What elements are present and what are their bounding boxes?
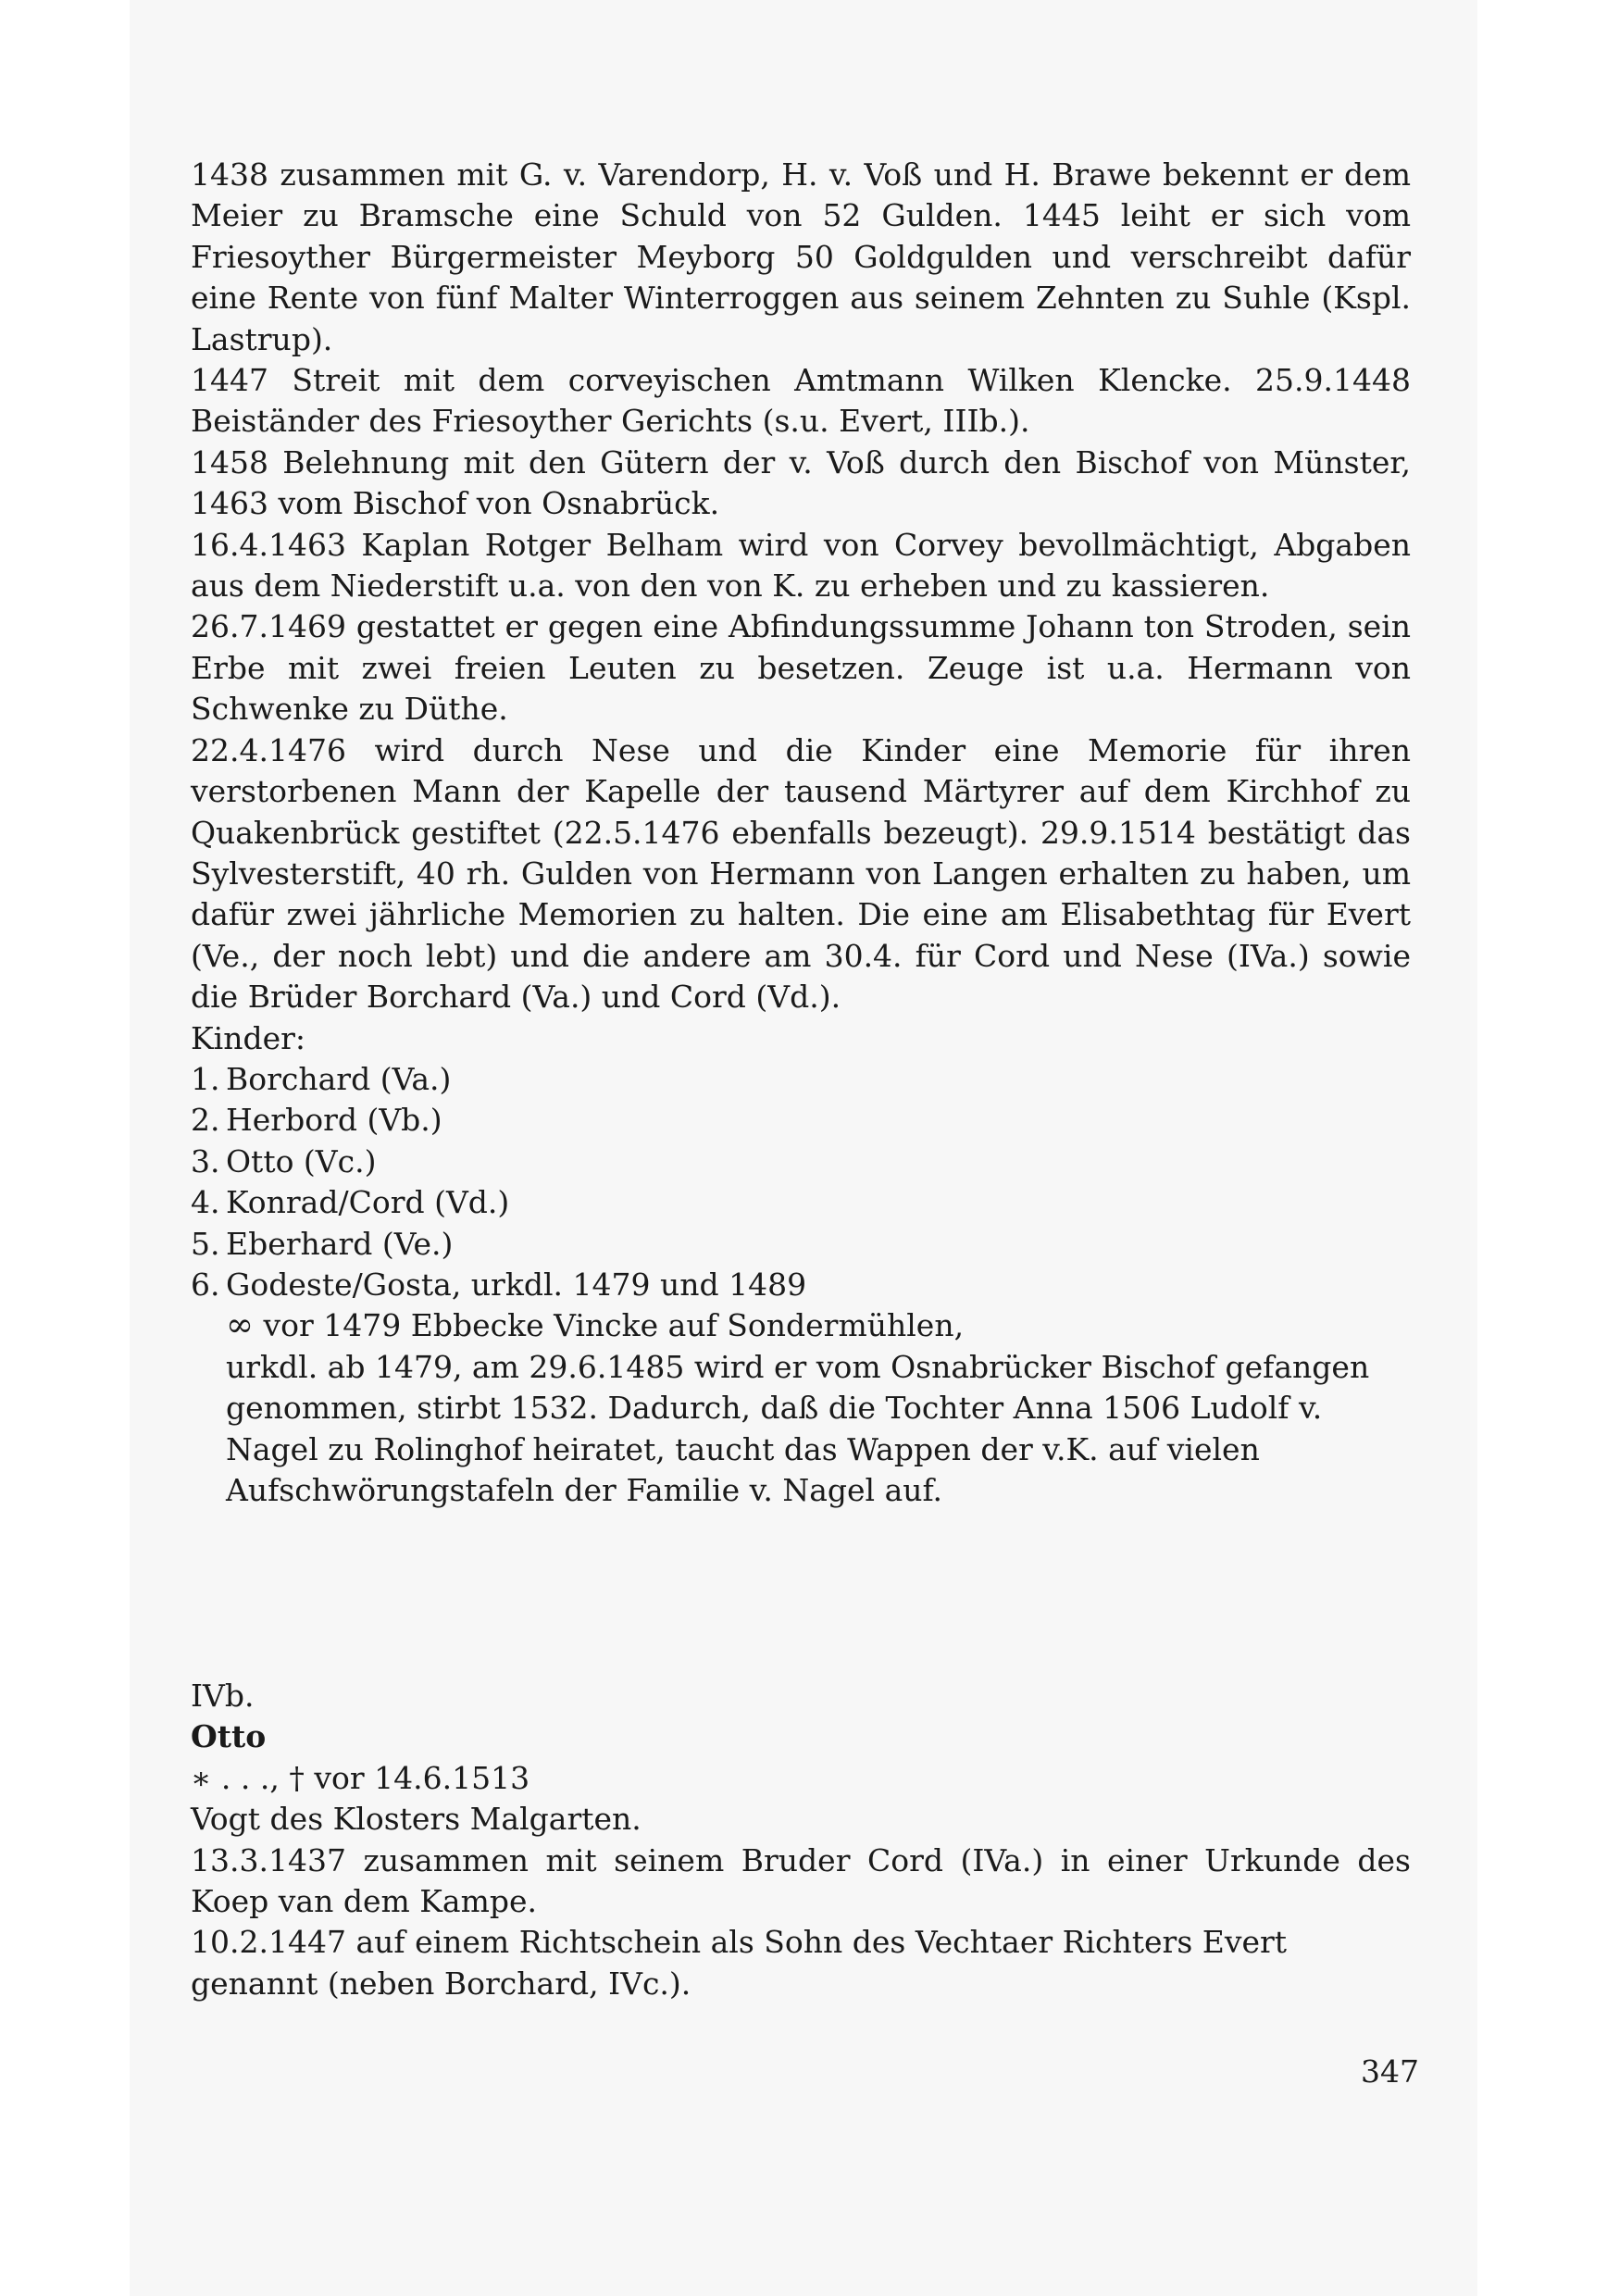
list-item (191, 1224, 1411, 1265)
paragraph-1438: 1438 zusammen mit G. v. Varendorp, H. v. Voß und H. Brawe bekennt er dem Meier zu Bramsche eine Schuld von 52 Gulden. 1445 leiht er sich vom Friesoyther Bürgermeister Meyborg 50 Goldgulden und verschreibt dafür eine Rente von fünf Malter Winterroggen aus seinem Zehnten zu Suhle (Kspl. Lastrup). (191, 156, 1411, 357)
paragraph-1447b: 10.2.1447 auf einem Richtschein als Sohn des Vechtaer Richters Evert genannt (neben Borchard, IVc.). (191, 1924, 1288, 2002)
list-number: 4. (191, 1184, 220, 1221)
paragraph-1469: 26.7.1469 gestattet er gegen eine Abfindungssumme Johann ton Stroden, sein Erbe mit zwei freien Leuten zu besetzen. Zeuge ist u.a. Hermann von Schwenke zu Düthe. (191, 608, 1411, 728)
list-text: Godeste/Gosta, urkdl. 1479 und 1489 (226, 1266, 807, 1303)
section-ivb (191, 1676, 1411, 2004)
marriage-line (226, 1305, 1411, 1346)
paragraph-1458: 1458 Belehnung mit den Gütern der v. Voß durch den Bischof von Münster, 1463 vom Bischof von Osnabrück. (191, 443, 1411, 522)
list-number: 1. (191, 1060, 220, 1097)
paragraph-1476: 22.4.1476 wird durch Nese und die Kinder eine Memorie für ihren verstorbenen Mann der Kapelle der tausend Märtyrer auf dem Kirchhof zu Quakenbrück gestiftet (22.5.1476 ebenfalls bezeugt). 29.9.1514 bestätigt das Sylvesterstift, 40 rh. Gulden von Hermann von Langen erhalten zu haben, um dafür zwei jährliche Memorien zu halten. Die eine am Elisabethtag für Evert (Ve., der noch lebt) und die andere am 30.4. für Cord und Nese (IVa.) sowie die Brüder Borchard (Va.) und Cord (Vd.). (191, 731, 1411, 1016)
paragraph-1447: 1447 Streit mit dem corveyischen Amtmann Wilken Klencke. 25.9.1448 Beiständer des Friesoyther Gerichts (s.u. Evert, IIIb.). (191, 362, 1411, 440)
paragraph-1463: 16.4.1463 Kaplan Rotger Belham wird von Corvey bevollmächtigt, Abgaben aus dem Niederstift u.a. von den von K. zu erheben und zu kassieren. (191, 526, 1411, 605)
section-heading: IVb. (191, 1678, 255, 1714)
list-text: Konrad/Cord (Vd.) (226, 1184, 510, 1221)
children-label: Kinder: (191, 1019, 306, 1056)
marriage-symbol: ∞ (226, 1306, 254, 1345)
person-name: Otto (191, 1718, 267, 1755)
person-office: Vogt des Klosters Malgarten. (191, 1801, 642, 1838)
list-text: Otto (Vc.) (226, 1142, 377, 1179)
list-number: 5. (191, 1225, 220, 1262)
person-dates: ∗ . . ., † vor 14.6.1513 (191, 1759, 530, 1796)
list-item (191, 1182, 1411, 1223)
list-number: 6. (191, 1266, 220, 1303)
list-text: Herbord (Vb.) (226, 1102, 442, 1139)
list-item (191, 1142, 1411, 1182)
list-item (191, 1265, 1411, 1305)
list-text: Borchard (Va.) (226, 1060, 452, 1097)
list-number: 2. (191, 1102, 220, 1139)
list-number: 3. (191, 1142, 220, 1179)
marriage-detail: urkdl. ab 1479, am 29.6.1485 wird er vom Osnabrücker Bischof gefangen genommen, stirbt 1532. Dadurch, daß die Tochter Anna 1506 Ludolf v. Nagel zu Rolinghof heiratet, taucht das Wappen der v.K. auf vielen Aufschwörungstafeln der Familie v. Nagel auf. (226, 1348, 1370, 1508)
marriage-text: vor 1479 Ebbecke Vincke auf Sondermühlen, (263, 1307, 965, 1344)
list-text: Eberhard (Ve.) (226, 1225, 454, 1262)
list-item (191, 1059, 1411, 1100)
page-number: 347 (1361, 2053, 1419, 2090)
list-item (191, 1100, 1411, 1141)
main-text-block (191, 155, 1411, 1511)
paragraph-1437: 13.3.1437 zusammen mit seinem Bruder Cord (IVa.) in einer Urkunde des Koep van dem Kampe. (191, 1841, 1411, 1920)
